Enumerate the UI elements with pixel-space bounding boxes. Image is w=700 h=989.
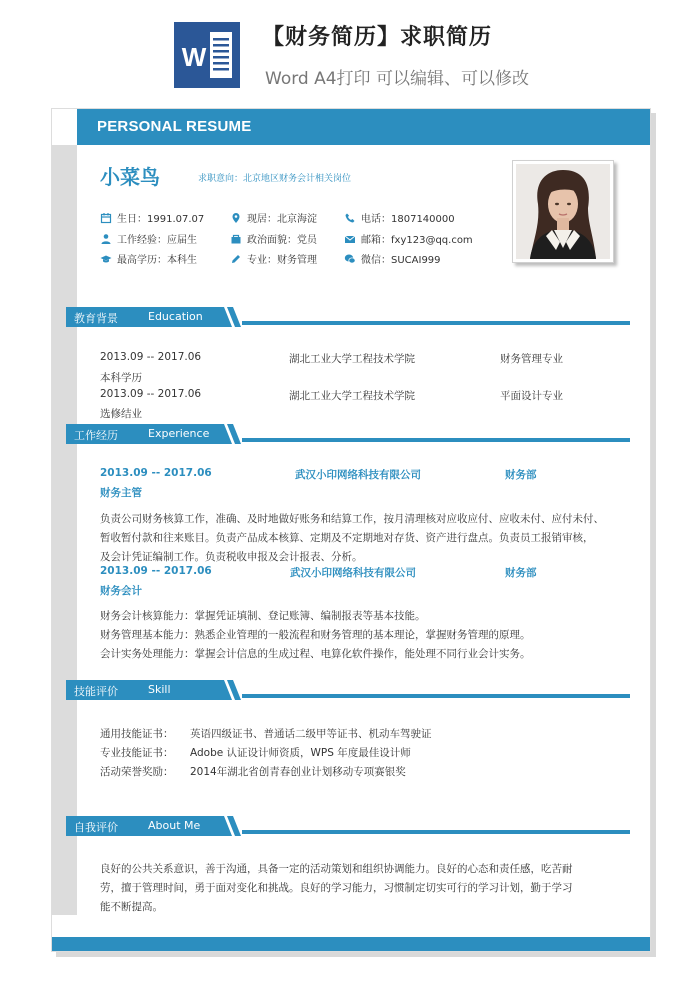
info-major (230, 251, 317, 266)
info-email (344, 231, 473, 246)
section-tab (66, 307, 234, 327)
banner-subtitle: Word A4打印 可以编辑、可以修改 (265, 69, 529, 89)
job-dept: 财务部 (505, 469, 537, 481)
section-tab (66, 816, 234, 836)
resume-footer-bar (52, 937, 651, 952)
skill-value: 2014年湖北省创青春创业计划移动专项赛银奖 (190, 766, 406, 778)
edu-major: 财务管理专业 (500, 353, 563, 365)
top-banner (0, 0, 700, 100)
skill-label: 专业技能证书： (100, 747, 174, 759)
edu-major: 平面设计专业 (500, 390, 563, 402)
info-text: 微信：SUCAI999 (361, 255, 441, 266)
job-desc-line: 财务会计核算能力：掌握凭证填制、登记账簿、编制报表等基本技能。 (100, 610, 426, 622)
section-title-cn: 技能评价 (74, 685, 118, 698)
job-company: 武汉小印网络科技有限公司 (290, 567, 416, 579)
profile-photo-frame (512, 160, 614, 263)
briefcase-icon (100, 233, 112, 245)
job-role: 财务会计 (100, 585, 142, 597)
info-text: 生日：1991.07.07 (117, 214, 205, 225)
section-title-en: About Me (148, 819, 201, 832)
birthday-icon (100, 212, 112, 224)
section-divider (242, 321, 630, 325)
section-about-header (66, 816, 651, 838)
job-period: 2013.09 -- 2017.06 (100, 565, 212, 577)
pen-icon (230, 253, 242, 265)
section-divider (242, 694, 630, 698)
left-decor-strip (52, 145, 77, 915)
info-residence (230, 210, 317, 225)
skill-value: Adobe 认证设计师资质，WPS 年度最佳设计师 (190, 747, 411, 759)
info-text: 电话：1807140000 (361, 214, 455, 225)
section-title-en: Experience (148, 427, 210, 440)
flag-icon (230, 233, 242, 245)
about-line: 良好的公共关系意识，善于沟通，具备一定的活动策划和组织协调能力。良好的心态和责任感，吃苦耐 (100, 863, 573, 875)
section-title-cn: 教育背景 (74, 312, 118, 325)
section-title-en: Skill (148, 683, 171, 696)
section-title-en: Education (148, 310, 203, 323)
section-experience-header (66, 424, 651, 446)
edu-degree: 选修结业 (100, 408, 142, 420)
resume-header-bar (77, 109, 651, 145)
location-icon (230, 212, 242, 224)
resume-header-title: PERSONAL RESUME (97, 118, 252, 135)
section-tab (66, 424, 234, 444)
job-desc-line: 会计实务处理能力：掌握会计信息的生成过程、电算化软件操作，能处理不同行业会计实务。 (100, 648, 531, 660)
phone-icon (344, 212, 356, 224)
about-line: 劳，擅于管理时间，勇于面对变化和挑战。良好的学习能力，习惯制定切实可行的学习计划，勤于学习 (100, 882, 573, 894)
info-text: 现居：北京海淀 (247, 214, 317, 225)
edu-degree: 本科学历 (100, 372, 142, 384)
job-desc-line: 暂收暂付款和往来账目。负责产品成本核算、定期及不定期地对存货、资产进行盘点。负责员工报销审核， (100, 532, 594, 544)
job-company: 武汉小印网络科技有限公司 (295, 469, 421, 481)
info-birthday (100, 210, 204, 225)
profile-photo (516, 164, 610, 259)
section-tab (66, 680, 234, 700)
banner-title: 【财务简历】求职简历 (262, 25, 493, 50)
skill-label: 通用技能证书： (100, 728, 174, 740)
section-skill-header (66, 680, 651, 702)
info-politics (230, 231, 317, 246)
wechat-icon (344, 253, 356, 265)
section-title-cn: 工作经历 (74, 429, 118, 442)
edu-period: 2013.09 -- 2017.06 (100, 351, 202, 363)
job-desc-line: 及会计凭证编制工作。负责税收申报及会计报表、分析。 (100, 551, 363, 563)
edu-period: 2013.09 -- 2017.06 (100, 388, 202, 400)
about-line: 能不断提高。 (100, 901, 163, 913)
info-text: 工作经验：应届生 (117, 235, 197, 246)
job-desc-line: 负责公司财务核算工作，准确、及时地做好账务和结算工作，按月清理核对应收应付、应收未付、应付未付、 (100, 513, 604, 525)
job-desc-line: 财务管理基本能力：熟悉企业管理的一般流程和财务管理的基本理论，掌握财务管理的原理。 (100, 629, 531, 641)
edu-school: 湖北工业大学工程技术学院 (289, 390, 415, 402)
candidate-name: 小菜鸟 (100, 165, 160, 189)
word-icon-letter: W (181, 42, 207, 72)
skill-value: 英语四级证书、普通话二级甲等证书、机动车驾驶证 (190, 728, 432, 740)
info-phone (344, 210, 455, 225)
info-experience (100, 231, 197, 246)
info-text: 最高学历：本科生 (117, 255, 197, 266)
job-period: 2013.09 -- 2017.06 (100, 467, 212, 479)
word-document-icon (174, 22, 240, 88)
job-role: 财务主管 (100, 487, 142, 499)
edu-school: 湖北工业大学工程技术学院 (289, 353, 415, 365)
skill-label: 活动荣誉奖励： (100, 766, 174, 778)
info-text: 专业：财务管理 (247, 255, 317, 266)
mail-icon (344, 233, 356, 245)
job-intention: 求职意向：北京地区财务会计相关岗位 (198, 174, 352, 184)
section-title-cn: 自我评价 (74, 821, 118, 834)
resume-paper (51, 108, 651, 952)
job-dept: 财务部 (505, 567, 537, 579)
info-text: 邮箱：fxy123@qq.com (361, 235, 473, 246)
section-divider (242, 830, 630, 834)
info-education (100, 251, 197, 266)
graduation-cap-icon (100, 253, 112, 265)
info-wechat (344, 251, 441, 266)
section-divider (242, 438, 630, 442)
info-text: 政治面貌：党员 (247, 235, 317, 246)
section-education-header (66, 307, 651, 329)
